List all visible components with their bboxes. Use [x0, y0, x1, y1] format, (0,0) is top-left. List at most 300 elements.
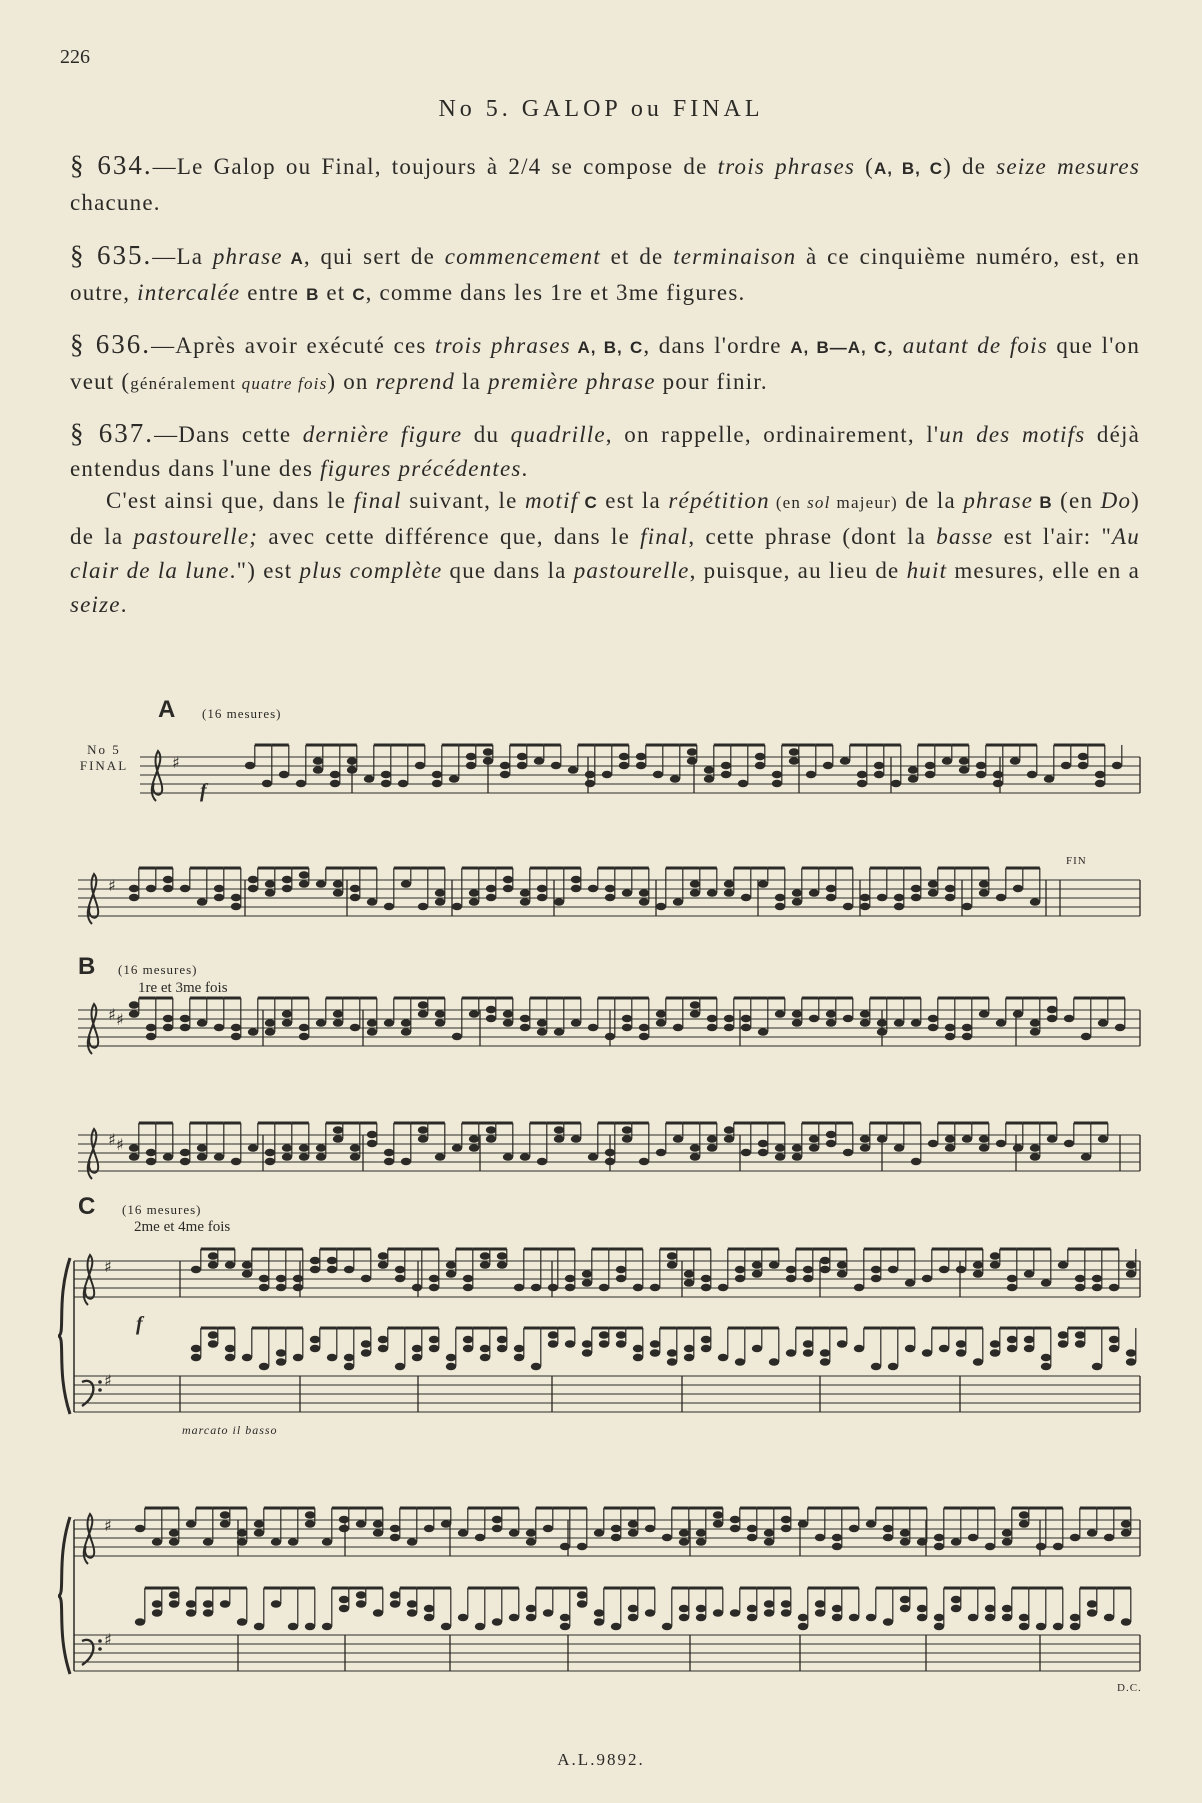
note-head: [514, 1284, 524, 1292]
note-head: [599, 1331, 609, 1339]
note-head: [843, 1015, 853, 1023]
note-head: [673, 1024, 683, 1032]
note-head: [310, 1266, 320, 1274]
note-head: [390, 1534, 400, 1542]
note-head: [894, 894, 904, 902]
note-head: [1030, 898, 1040, 906]
note-head: [820, 1358, 830, 1366]
note-head: [588, 1024, 598, 1032]
note-head: [622, 1126, 632, 1134]
note-head: [611, 1525, 621, 1533]
note-head: [837, 1340, 847, 1348]
note-head: [208, 1340, 218, 1348]
note-head: [237, 1618, 247, 1626]
note-head: [792, 898, 802, 906]
note-head: [526, 1538, 536, 1546]
note-head: [327, 1354, 337, 1362]
note-head: [463, 1275, 473, 1283]
note-head: [616, 1266, 626, 1274]
note-head: [718, 1354, 728, 1362]
note-head: [809, 1135, 819, 1143]
note-head: [840, 757, 850, 765]
note-head: [225, 1345, 235, 1353]
note-head: [412, 1345, 422, 1353]
note-head: [503, 1010, 513, 1018]
note-head: [1053, 1543, 1063, 1551]
note-head: [169, 1600, 179, 1608]
section-number: § 637.: [70, 418, 155, 448]
note-head: [1126, 1270, 1136, 1278]
note-head: [203, 1600, 213, 1608]
note-head: [497, 1345, 507, 1353]
note-head: [602, 771, 612, 779]
note-head: [330, 780, 340, 788]
note-head: [815, 1609, 825, 1617]
note-head: [480, 1261, 490, 1269]
note-head: [554, 1135, 564, 1143]
note-head: [520, 1015, 530, 1023]
note-head: [599, 1284, 609, 1292]
note-head: [1121, 1520, 1131, 1528]
note-head: [446, 1261, 456, 1269]
note-head: [520, 898, 530, 906]
note-head: [752, 1345, 762, 1353]
note-head: [282, 1019, 292, 1027]
note-head: [480, 1354, 490, 1362]
section-b-measures: (16 mesures): [118, 962, 198, 977]
note-head: [214, 885, 224, 893]
note-head: [945, 1033, 955, 1041]
note-head: [1092, 1275, 1102, 1283]
note-head: [395, 1275, 405, 1283]
note-head: [534, 757, 544, 765]
note-head: [276, 1349, 286, 1357]
note-head: [248, 876, 258, 884]
note-head: [279, 771, 289, 779]
note-head: [129, 1153, 139, 1161]
note-head: [1081, 1153, 1091, 1161]
note-head: [809, 1144, 819, 1152]
note-head: [956, 1349, 966, 1357]
note-head: [299, 1153, 309, 1161]
note-head: [628, 1520, 638, 1528]
note-head: [993, 771, 1003, 779]
note-head: [803, 1340, 813, 1348]
note-head: [704, 766, 714, 774]
note-head: [469, 898, 479, 906]
note-head: [883, 1525, 893, 1533]
note-head: [979, 880, 989, 888]
note-head: [979, 1010, 989, 1018]
note-head: [466, 753, 476, 761]
note-head: [333, 889, 343, 897]
note-head: [622, 1015, 632, 1023]
note-head: [1058, 1261, 1068, 1269]
note-head: [667, 1252, 677, 1260]
note-head: [265, 1158, 275, 1166]
note-head: [271, 1600, 281, 1608]
note-head: [645, 1609, 655, 1617]
note-head: [415, 762, 425, 770]
note-head: [367, 1131, 377, 1139]
note-head: [500, 762, 510, 770]
note-head: [1053, 1623, 1063, 1631]
note-head: [798, 1623, 808, 1631]
note-head: [560, 1623, 570, 1631]
note-head: [395, 1266, 405, 1274]
note-head: [435, 1019, 445, 1027]
note-head: [497, 1252, 507, 1260]
note-head: [435, 1153, 445, 1161]
note-head: [526, 1529, 536, 1537]
note-head: [225, 1354, 235, 1362]
note-head: [407, 1538, 417, 1546]
note-head: [877, 1019, 887, 1027]
note-head: [503, 885, 513, 893]
note-head: [429, 1336, 439, 1344]
note-head: [883, 1618, 893, 1626]
note-head: [891, 780, 901, 788]
note-head: [724, 1024, 734, 1032]
note-head: [282, 1010, 292, 1018]
note-head: [1019, 1520, 1029, 1528]
bass-clef-dot: [98, 1388, 102, 1392]
sharp-sign: ♯: [104, 1630, 112, 1649]
note-head: [803, 1266, 813, 1274]
sharp-sign: ♯: [104, 1257, 112, 1276]
note-head: [815, 1534, 825, 1542]
note-head: [381, 771, 391, 779]
note-head: [1087, 1529, 1097, 1537]
note-head: [945, 1144, 955, 1152]
note-head: [1109, 1345, 1119, 1353]
note-head: [622, 889, 632, 897]
note-head: [701, 1345, 711, 1353]
note-head: [299, 1033, 309, 1041]
note-head: [514, 1345, 524, 1353]
note-head: [809, 889, 819, 897]
note-head: [220, 1520, 230, 1528]
note-head: [605, 894, 615, 902]
note-head: [962, 1135, 972, 1143]
note-head: [458, 1614, 468, 1622]
note-head: [874, 762, 884, 770]
note-head: [432, 771, 442, 779]
note-head: [792, 889, 802, 897]
note-head: [384, 1149, 394, 1157]
note-head: [367, 1019, 377, 1027]
note-head: [146, 1158, 156, 1166]
note-head: [203, 1538, 213, 1546]
sharp-sign: ♯: [116, 1010, 124, 1029]
note-head: [781, 1600, 791, 1608]
note-head: [197, 1153, 207, 1161]
note-head: [486, 885, 496, 893]
note-head: [959, 766, 969, 774]
note-head: [231, 1158, 241, 1166]
note-head: [769, 1358, 779, 1366]
note-head: [146, 1033, 156, 1041]
note-head: [973, 1358, 983, 1366]
note-head: [305, 1520, 315, 1528]
note-head: [934, 1614, 944, 1622]
note-head: [208, 1252, 218, 1260]
note-head: [956, 1266, 966, 1274]
bass-clef-dot: [98, 1380, 102, 1384]
note-head: [1047, 1015, 1057, 1023]
note-head: [265, 1149, 275, 1157]
note-head: [509, 1529, 519, 1537]
note-head: [163, 1153, 173, 1161]
note-head: [163, 1024, 173, 1032]
note-head: [650, 1349, 660, 1357]
note-head: [928, 880, 938, 888]
note-head: [435, 1010, 445, 1018]
note-head: [894, 1144, 904, 1152]
note-head: [730, 1525, 740, 1533]
note-head: [492, 1525, 502, 1533]
note-head: [214, 1153, 224, 1161]
note-head: [860, 1135, 870, 1143]
note-head: [531, 1363, 541, 1371]
note-head: [565, 1284, 575, 1292]
note-head: [231, 903, 241, 911]
note-head: [169, 1538, 179, 1546]
note-head: [792, 1153, 802, 1161]
note-head: [985, 1614, 995, 1622]
note-head: [996, 1140, 1006, 1148]
note-head: [611, 1623, 621, 1631]
paragraph-635: § 635.—La phrase A, qui sert de commencement et de terminaison à ce cinquième numéro, est, en outre, intercalée entre B et C, comme dans les 1re et 3me figures.: [70, 240, 1141, 305]
note-head: [1121, 1618, 1131, 1626]
note-head: [565, 1275, 575, 1283]
note-head: [350, 894, 360, 902]
note-head: [208, 1261, 218, 1269]
note-head: [310, 1336, 320, 1344]
note-head: [282, 1144, 292, 1152]
note-head: [412, 1284, 422, 1292]
note-head: [599, 1340, 609, 1348]
note-head: [520, 1024, 530, 1032]
note-head: [939, 1266, 949, 1274]
note-head: [877, 1135, 887, 1143]
note-head: [775, 903, 785, 911]
note-head: [928, 889, 938, 897]
note-head: [548, 1331, 558, 1339]
note-head: [432, 780, 442, 788]
note-head: [186, 1600, 196, 1608]
note-head: [1126, 1358, 1136, 1366]
note-head: [191, 1266, 201, 1274]
note-head: [1064, 1015, 1074, 1023]
note-head: [316, 1019, 326, 1027]
note-head: [1030, 1153, 1040, 1161]
note-head: [526, 1614, 536, 1622]
note-head: [344, 1354, 354, 1362]
note-head: [242, 1270, 252, 1278]
note-head: [299, 871, 309, 879]
section-a-measures: (16 mesures): [202, 706, 282, 721]
note-head: [925, 771, 935, 779]
note-head: [1078, 753, 1088, 761]
note-head: [809, 1015, 819, 1023]
note-head: [282, 1153, 292, 1161]
note-head: [860, 894, 870, 902]
number-label: No 5 FINAL: [79, 742, 129, 773]
note-head: [684, 1270, 694, 1278]
note-head: [724, 889, 734, 897]
note-head: [1002, 1614, 1012, 1622]
note-head: [1024, 1336, 1034, 1344]
note-head: [265, 880, 275, 888]
note-head: [191, 1354, 201, 1362]
note-head: [129, 885, 139, 893]
plate-number: A.L.9892.: [557, 1750, 645, 1769]
note-head: [815, 1600, 825, 1608]
note-head: [911, 1158, 921, 1166]
note-head: [781, 1609, 791, 1617]
note-head: [755, 753, 765, 761]
note-head: [537, 885, 547, 893]
note-head: [1075, 1284, 1085, 1292]
note-head: [585, 780, 595, 788]
note-head: [180, 1024, 190, 1032]
note-head: [347, 757, 357, 765]
note-head: [486, 1015, 496, 1023]
note-head: [225, 1261, 235, 1269]
dynamic-forte-c: f: [136, 1313, 143, 1335]
note-head: [968, 1534, 978, 1542]
note-head: [1013, 885, 1023, 893]
note-head: [554, 898, 564, 906]
note-head: [735, 1358, 745, 1366]
note-head: [373, 1609, 383, 1617]
note-head: [1070, 1614, 1080, 1622]
note-head: [469, 889, 479, 897]
note-head: [378, 1261, 388, 1269]
note-head: [446, 1363, 456, 1371]
note-head: [364, 775, 374, 783]
note-head: [860, 1019, 870, 1027]
note-head: [594, 1618, 604, 1626]
note-head: [475, 1534, 485, 1542]
note-head: [741, 1015, 751, 1023]
note-head: [1047, 1135, 1057, 1143]
note-head: [537, 1019, 547, 1027]
note-head: [412, 1354, 422, 1362]
note-head: [764, 1529, 774, 1537]
note-head: [956, 1340, 966, 1348]
note-head: [1030, 1019, 1040, 1027]
note-head: [849, 1525, 859, 1533]
note-head: [619, 762, 629, 770]
note-head: [129, 1001, 139, 1009]
note-head: [282, 885, 292, 893]
note-head: [713, 1511, 723, 1519]
note-head: [384, 1158, 394, 1166]
time-signature: 2/4: [508, 154, 542, 179]
note-head: [367, 1028, 377, 1036]
note-head: [554, 1028, 564, 1036]
note-head: [1024, 1270, 1034, 1278]
note-head: [1126, 1349, 1136, 1357]
note-head: [922, 1349, 932, 1357]
note-head: [237, 1529, 247, 1537]
note-head: [928, 1024, 938, 1032]
note-head: [571, 1019, 581, 1027]
note-head: [622, 1135, 632, 1143]
note-head: [486, 1006, 496, 1014]
note-head: [1047, 1006, 1057, 1014]
marcato-marking: marcato il basso: [182, 1423, 278, 1437]
section-heading: No 5. GALOP ou FINAL: [438, 96, 764, 122]
note-head: [724, 1015, 734, 1023]
note-head: [704, 775, 714, 783]
note-head: [707, 889, 717, 897]
note-head: [1092, 1284, 1102, 1292]
note-head: [877, 894, 887, 902]
note-head: [701, 1284, 711, 1292]
note-head: [979, 1144, 989, 1152]
note-head: [758, 1140, 768, 1148]
note-head: [333, 1135, 343, 1143]
note-head: [735, 1266, 745, 1274]
note-head: [888, 1363, 898, 1371]
note-head: [446, 1270, 456, 1278]
note-head: [429, 1275, 439, 1283]
sharp-sign: ♯: [108, 1130, 116, 1149]
note-head: [667, 1358, 677, 1366]
note-head: [781, 1525, 791, 1533]
note-head: [724, 1135, 734, 1143]
note-head: [849, 1614, 859, 1622]
note-head: [747, 1605, 757, 1613]
note-head: [1024, 1345, 1034, 1353]
note-head: [713, 1609, 723, 1617]
sharp-sign: ♯: [172, 753, 180, 772]
note-head: [390, 1600, 400, 1608]
note-head: [446, 1354, 456, 1362]
note-head: [775, 894, 785, 902]
note-head: [316, 1144, 326, 1152]
note-head: [758, 1028, 768, 1036]
note-head: [679, 1529, 689, 1537]
note-head: [1087, 1600, 1097, 1608]
note-head: [197, 898, 207, 906]
note-head: [1007, 1275, 1017, 1283]
note-head: [344, 1363, 354, 1371]
note-head: [741, 894, 751, 902]
note-head: [905, 1279, 915, 1287]
section-number: § 635.: [70, 240, 153, 270]
note-head: [917, 1538, 927, 1546]
note-head: [843, 1149, 853, 1157]
note-head: [701, 1275, 711, 1283]
note-head: [962, 1033, 972, 1041]
note-head: [679, 1605, 689, 1613]
note-head: [976, 762, 986, 770]
note-head: [908, 766, 918, 774]
note-head: [653, 771, 663, 779]
note-head: [747, 1614, 757, 1622]
note-head: [684, 1345, 694, 1353]
note-head: [639, 898, 649, 906]
note-head: [1095, 780, 1105, 788]
note-head: [633, 1345, 643, 1353]
note-head: [1002, 1538, 1012, 1546]
note-head: [356, 1520, 366, 1528]
note-head: [486, 1126, 496, 1134]
